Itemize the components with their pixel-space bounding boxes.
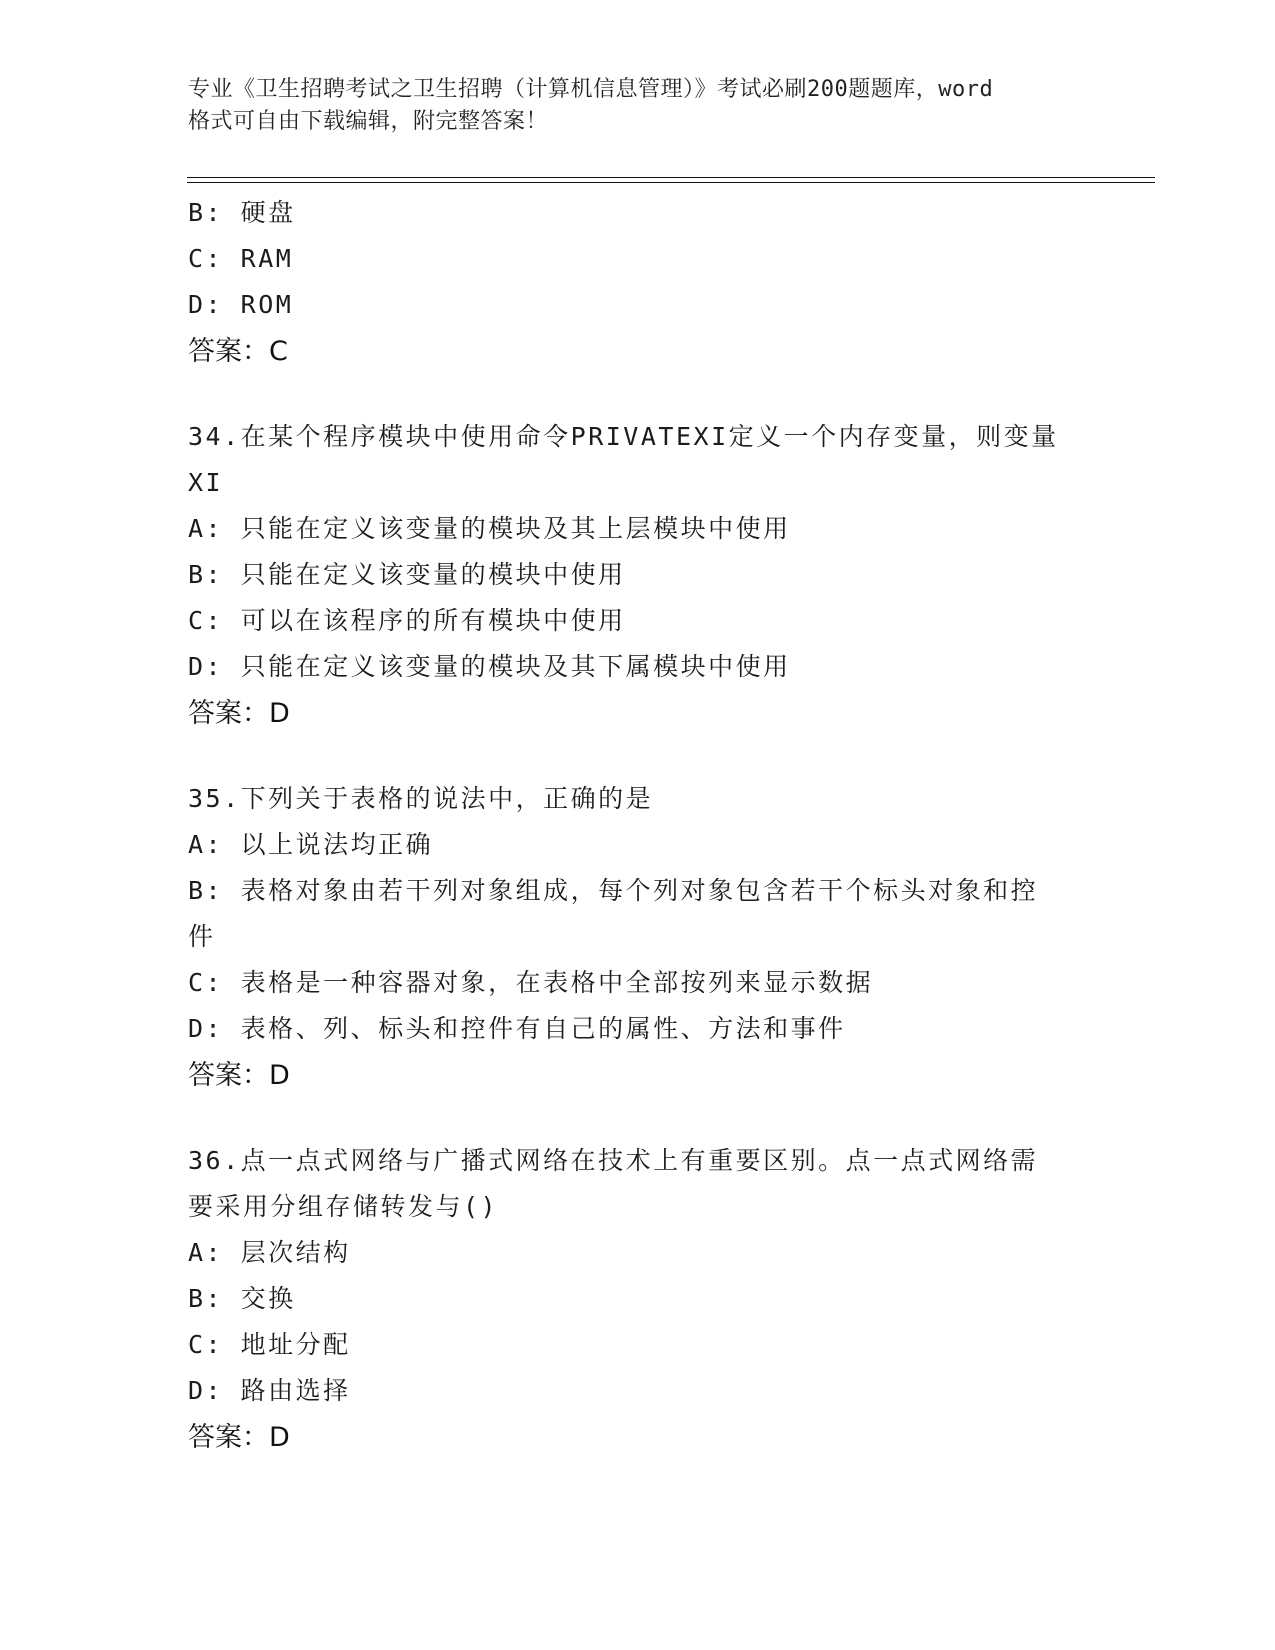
question-list	[188, 190, 1088, 1462]
question-stem-line-1: 36.点一点式网络与广播式网络在技术上有重要区别。点一点式网络需	[188, 1146, 1039, 1175]
option-c: C: RAM	[188, 244, 294, 273]
option-a: A: 层次结构	[188, 1238, 351, 1267]
header-title-line-2: 格式可自由下载编辑，附完整答案！	[188, 109, 549, 134]
option-c: C: 可以在该程序的所有模块中使用	[188, 606, 626, 635]
option-d: D: 只能在定义该变量的模块及其下属模块中使用	[188, 652, 791, 681]
document-header	[188, 74, 1088, 138]
option-b: B: 只能在定义该变量的模块中使用	[188, 560, 626, 589]
option-b: B: 硬盘	[188, 198, 296, 227]
option-c: C: 地址分配	[188, 1330, 351, 1359]
answer-label: 答案：D	[188, 1422, 290, 1453]
option-a: A: 以上说法均正确	[188, 830, 434, 859]
option-b: B: 交换	[188, 1284, 296, 1313]
option-a: A: 只能在定义该变量的模块及其上层模块中使用	[188, 514, 791, 543]
option-d: D: 路由选择	[188, 1376, 351, 1405]
header-divider-bottom	[187, 182, 1155, 183]
question-stem-line-2: 要采用分组存储转发与()	[188, 1192, 499, 1221]
question-block-35	[188, 776, 1088, 1100]
option-b: B: 表格对象由若干列对象组成，每个列对象包含若干个标头对象和控	[188, 876, 1039, 905]
answer-label: 答案：C	[188, 336, 288, 367]
answer-label: 答案：D	[188, 1060, 290, 1091]
question-block-33-continued	[188, 190, 1088, 376]
option-d: D: ROM	[188, 290, 294, 319]
question-stem-line-2: XI	[188, 468, 224, 497]
question-stem-line-1: 34.在某个程序模块中使用命令PRIVATEXI定义一个内存变量，则变量	[188, 422, 1059, 451]
option-d: D: 表格、列、标头和控件有自己的属性、方法和事件	[188, 1014, 846, 1043]
header-divider-top	[187, 177, 1155, 178]
option-b-continued: 件	[188, 922, 216, 951]
answer-label: 答案：D	[188, 698, 290, 729]
header-title-line-1: 专业《卫生招聘考试之卫生招聘（计算机信息管理）》考试必刷200题题库，word	[188, 77, 994, 102]
question-block-36	[188, 1138, 1088, 1462]
question-block-34	[188, 414, 1088, 738]
option-c: C: 表格是一种容器对象，在表格中全部按列来显示数据	[188, 968, 874, 997]
question-stem-line-1: 35.下列关于表格的说法中，正确的是	[188, 784, 654, 813]
